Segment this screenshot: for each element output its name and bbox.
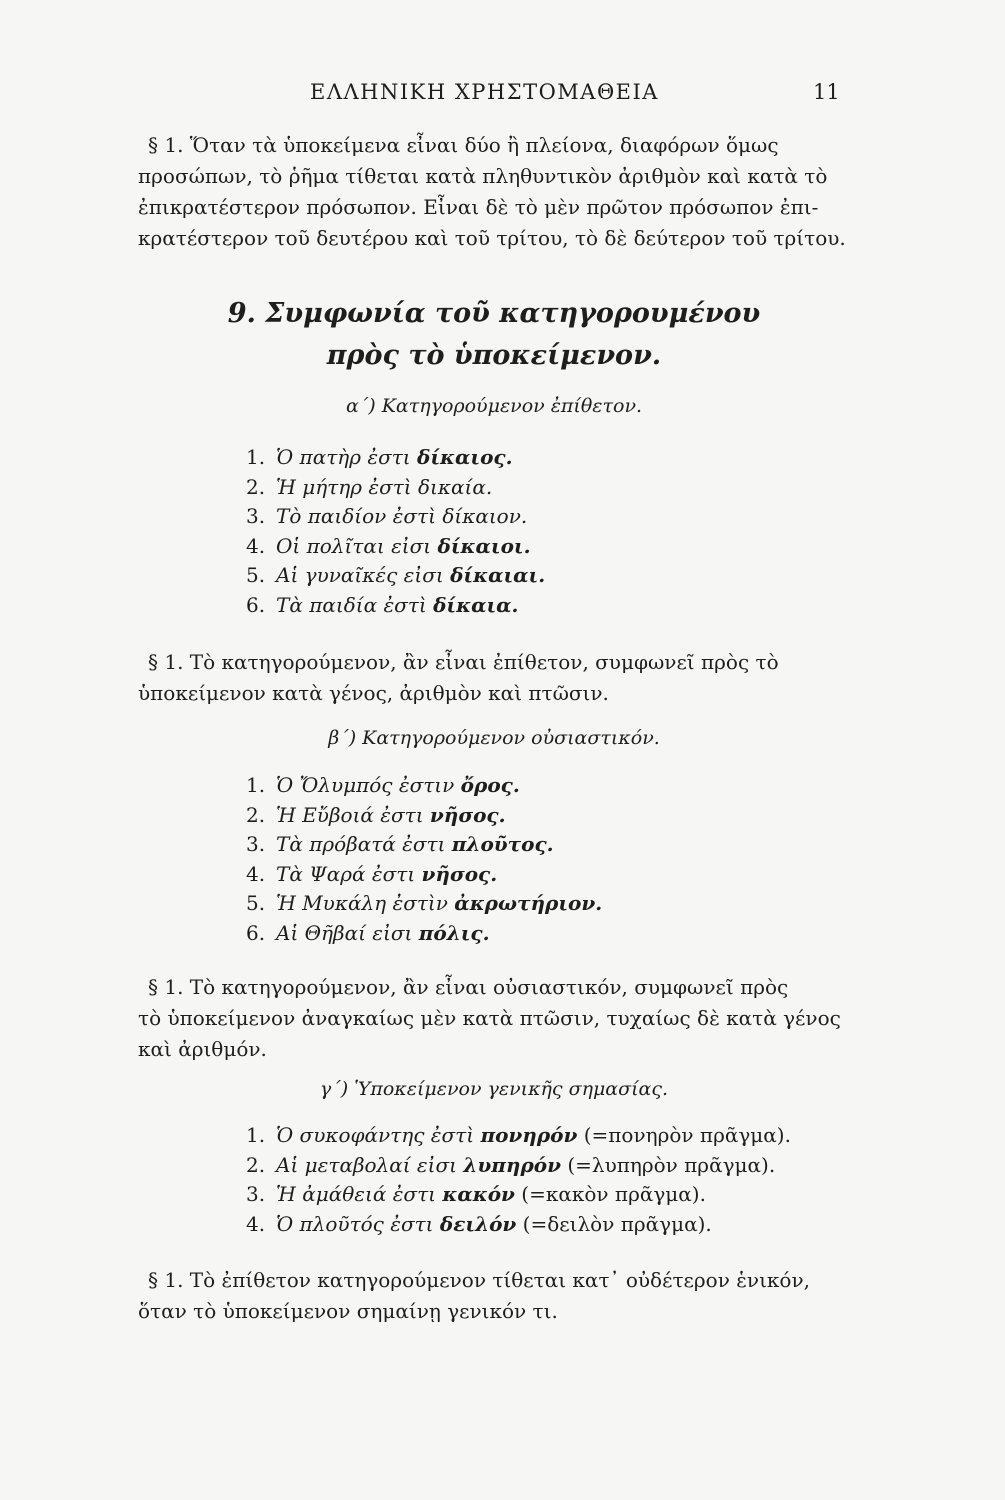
example-predicate: νῆσος. (421, 861, 498, 886)
example-number: 5. (246, 891, 266, 915)
rule-paragraph-c (138, 1265, 850, 1327)
example-list-b (246, 771, 602, 948)
example-item (246, 473, 545, 503)
example-number: 4. (246, 533, 266, 558)
paragraph-line: ἐπικρατέστερον πρόσωπον. Εἶναι δὲ τὸ μὲν πρῶτον πρόσωπον ἐπι- (138, 195, 819, 219)
example-gloss: (=λυπηρὸν πρᾶγμα). (567, 1152, 776, 1177)
paragraph-line: ὑποκείμενον κατὰ γένος, ἀριθμὸν καὶ πτῶσιν. (138, 681, 609, 705)
example-number: 4. (246, 861, 266, 886)
example-number: 2. (246, 802, 266, 827)
section-title-line: 9. Συμφωνία τοῦ κατηγορουμένου (227, 298, 761, 329)
example-list-a (246, 443, 545, 620)
example-sentence: Ἡ ἀμάθειά ἐστι (276, 1182, 436, 1206)
rule-paragraph-a (138, 647, 850, 709)
example-predicate: ὄρος. (460, 773, 520, 797)
example-number: 4. (246, 1211, 266, 1236)
example-sentence: Τὰ Ψαρά ἐστι (276, 861, 416, 886)
example-sentence: Τὰ πρόβατά ἐστι (276, 832, 446, 856)
example-item (246, 1210, 791, 1240)
example-sentence: Ὁ πλοῦτός ἐστι (276, 1211, 434, 1236)
example-item (246, 919, 602, 949)
section-title (138, 293, 850, 377)
paragraph-line: τὸ ὑποκείμενον ἀναγκαίως μὲν κατὰ πτῶσιν, τυχαίως δὲ κατὰ γένος (138, 1006, 841, 1030)
example-item (246, 1151, 791, 1181)
example-predicate: δίκαιος. (417, 445, 513, 469)
example-sentence: Αἱ μεταβολαί εἰσι (276, 1152, 457, 1177)
subsection-heading-b: β΄) Κατηγορούμενον οὐσιαστικόν. (328, 727, 660, 749)
example-number: 2. (246, 1152, 266, 1177)
example-predicate: κακόν (442, 1182, 515, 1206)
example-predicate: δίκαια. (433, 592, 519, 617)
paragraph-line: § 1. Τὸ κατηγορούμενον, ἂν εἶναι ἐπίθετον, συμφωνεῖ πρὸς τὸ (148, 650, 779, 674)
example-number: 1. (246, 445, 266, 469)
example-item (246, 1180, 791, 1210)
running-title: ΕΛΛΗΝΙΚΗ ΧΡΗΣΤΟΜΑΘΕΙΑ (310, 80, 659, 104)
example-list-c (246, 1121, 791, 1239)
example-predicate: πόλις. (418, 920, 490, 945)
section-title-line: πρὸς τὸ ὑποκείμενον. (326, 340, 662, 371)
example-sentence: Τὸ παιδίον ἐστὶ (276, 504, 436, 528)
example-sentence: Ὁ πατὴρ ἐστι (276, 445, 411, 469)
example-predicate: δίκαιοι. (437, 533, 531, 558)
example-number: 5. (246, 563, 266, 587)
example-sentence: Ὁ Ὄλυμπός ἐστιν (276, 773, 455, 797)
example-predicate: πλοῦτος. (451, 832, 554, 856)
example-predicate: δίκαιαι. (450, 563, 546, 587)
intro-paragraph (138, 130, 850, 254)
example-gloss: (=κακὸν πρᾶγμα). (521, 1182, 706, 1206)
example-item (246, 502, 545, 532)
example-item (246, 443, 545, 473)
example-item (246, 771, 602, 801)
example-sentence: Ἡ μήτηρ ἐστὶ (276, 474, 412, 499)
example-number: 1. (246, 1123, 266, 1147)
example-predicate: δικαία. (418, 474, 493, 499)
example-number: 3. (246, 832, 266, 856)
example-number: 6. (246, 920, 266, 945)
example-number: 2. (246, 474, 266, 499)
example-item (246, 801, 602, 831)
paragraph-line: κρατέστερον τοῦ δευτέρου καὶ τοῦ τρίτου, τὸ δὲ δεύτερον τοῦ τρίτου. (138, 226, 846, 250)
example-gloss: (=δειλὸν πρᾶγμα). (522, 1211, 712, 1236)
paragraph-line: ὅταν τὸ ὑποκείμενον σημαίνῃ γενικόν τι. (138, 1299, 558, 1323)
page-number: 11 (813, 80, 840, 104)
example-item (246, 532, 545, 562)
example-item (246, 561, 545, 591)
example-sentence: Ὁ συκοφάντης ἐστὶ (276, 1123, 475, 1147)
example-sentence: Αἱ γυναῖκές εἰσι (276, 563, 444, 587)
example-predicate: δειλόν (439, 1211, 517, 1236)
example-item (246, 830, 602, 860)
example-item (246, 860, 602, 890)
example-number: 3. (246, 504, 266, 528)
example-predicate: πονηρόν (480, 1123, 578, 1147)
example-number: 6. (246, 592, 266, 617)
example-sentence: Ἡ Εὔβοιά ἐστι (276, 802, 424, 827)
paragraph-line: προσώπων, τὸ ῥῆμα τίθεται κατὰ πληθυντικὸν ἀριθμὸν καὶ κατὰ τὸ (138, 164, 828, 188)
subsection-heading-a: α΄) Κατηγορούμενον ἐπίθετον. (345, 395, 643, 417)
example-item (246, 591, 545, 621)
example-sentence: Ἡ Μυκάλη ἐστὶν (276, 891, 448, 915)
example-number: 3. (246, 1182, 266, 1206)
paragraph-line: § 1. Τὸ κατηγορούμενον, ἂν εἶναι οὐσιαστικόν, συμφωνεῖ πρὸς (148, 975, 789, 999)
running-header (0, 80, 1005, 110)
example-gloss: (=πονηρὸν πρᾶγμα). (583, 1123, 791, 1147)
paragraph-line: καὶ ἀριθμόν. (138, 1037, 267, 1061)
rule-paragraph-b (138, 972, 850, 1065)
example-item (246, 1121, 791, 1151)
example-sentence: Οἱ πολῖται εἰσι (276, 533, 432, 558)
example-predicate: δίκαιον. (442, 504, 528, 528)
example-predicate: λυπηρόν (463, 1152, 561, 1177)
subsection-heading-c: γ΄) Ὑποκείμενον γενικῆς σημασίας. (319, 1078, 669, 1100)
example-predicate: ἀκρωτήριον. (454, 891, 603, 915)
example-item (246, 889, 602, 919)
paragraph-line: § 1. Ὅταν τὰ ὑποκείμενα εἶναι δύο ἢ πλείονα, διαφόρων ὅμως (148, 133, 779, 157)
example-sentence: Τὰ παιδία ἐστὶ (276, 592, 427, 617)
example-predicate: νῆσος. (429, 802, 506, 827)
example-sentence: Αἱ Θῆβαί εἰσι (276, 920, 413, 945)
paragraph-line: § 1. Τὸ ἐπίθετον κατηγορούμενον τίθεται κατ᾽ οὐδέτερον ἑνικόν, (148, 1268, 810, 1292)
example-number: 1. (246, 773, 266, 797)
